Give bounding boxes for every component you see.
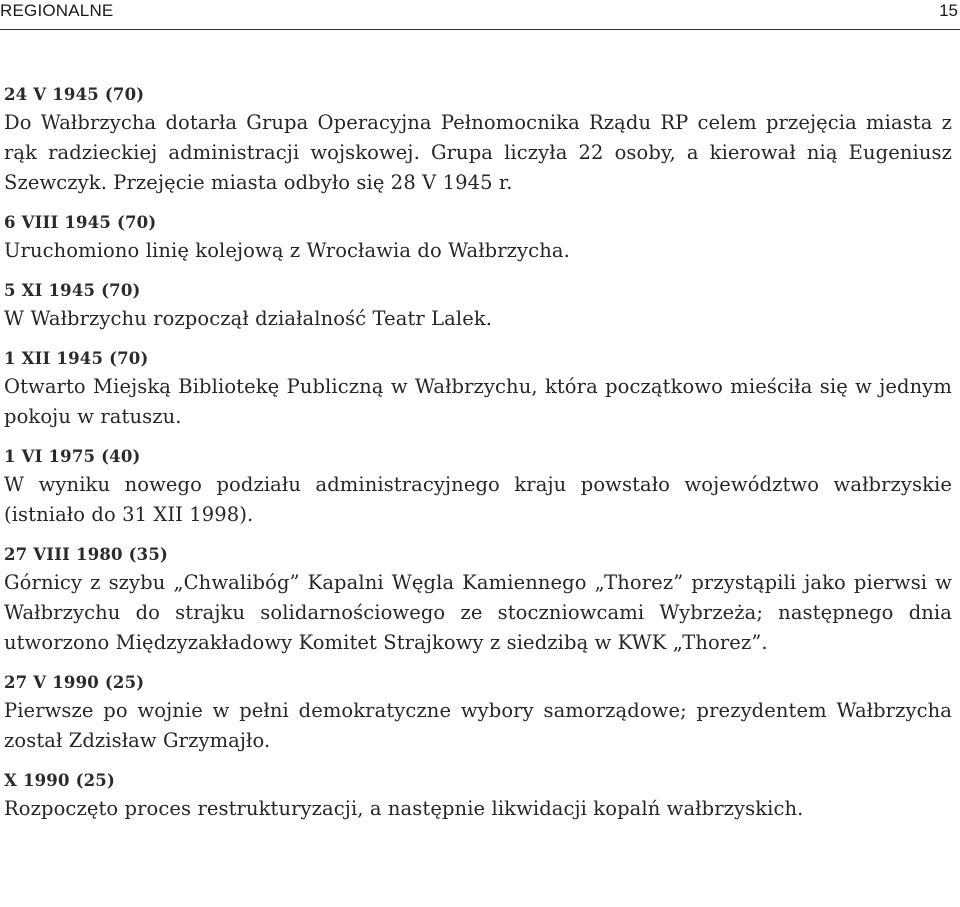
entry-date: X 1990 (25) bbox=[4, 771, 115, 790]
chronology-list bbox=[4, 82, 960, 836]
entry-date: 1 XII 1945 (70) bbox=[4, 349, 149, 368]
entry-text: Otwarto Miejską Bibliotekę Publiczną w Wałbrzychu, która początkowo mieściła się w jednym pokoju w ratuszu. bbox=[4, 375, 952, 428]
entry-date: 24 V 1945 (70) bbox=[4, 85, 145, 104]
entry-date: 27 VIII 1980 (35) bbox=[4, 545, 169, 564]
entry-text: W Wałbrzychu rozpoczął działalność Teatr Lalek. bbox=[4, 307, 493, 330]
entry-text: W wyniku nowego podziału administracyjnego kraju powstało województwo wałbrzyskie (istniało do 31 XII 1998). bbox=[4, 473, 952, 526]
entry-text: Rozpoczęto proces restrukturyzacji, a następnie likwidacji kopalń wałbrzyskich. bbox=[4, 797, 804, 820]
chronology-entry bbox=[4, 670, 960, 756]
entry-date: 27 V 1990 (25) bbox=[4, 673, 145, 692]
chronology-entry bbox=[4, 82, 960, 198]
header-divider bbox=[0, 29, 960, 30]
chronology-entry bbox=[4, 768, 960, 824]
entry-date: 1 VI 1975 (40) bbox=[4, 447, 141, 466]
chronology-entry bbox=[4, 444, 960, 530]
entry-text: Do Wałbrzycha dotarła Grupa Operacyjna Pełnomocnika Rządu RP celem przejęcia miasta z rąk radzieckiej administracji wojskowej. Grupa liczyła 22 osoby, a kierował nią Eugeniusz Szewczyk. Przejęcie miasta odbyło się 28 V 1945 r. bbox=[4, 111, 952, 194]
entry-text: Uruchomiono linię kolejową z Wrocławia do Wałbrzycha. bbox=[4, 239, 570, 262]
section-title: REGIONALNE bbox=[0, 1, 114, 20]
page-number: 15 bbox=[939, 1, 958, 20]
chronology-entry bbox=[4, 278, 960, 334]
chronology-entry bbox=[4, 542, 960, 658]
page-header bbox=[0, 0, 960, 28]
chronology-entry bbox=[4, 210, 960, 266]
entry-date: 6 VIII 1945 (70) bbox=[4, 213, 157, 232]
entry-text: Górnicy z szybu „Chwalibóg” Kapalni Węgla Kamiennego „Thorez” przystąpili jako pierwsi w Wałbrzychu do strajku solidarnościowego ze stoczniowcami Wybrzeża; następnego dnia utworzono Międzyzakładowy Komitet Strajkowy z siedzibą w KWK „Thorez”. bbox=[4, 571, 952, 654]
entry-text: Pierwsze po wojnie w pełni demokratyczne wybory samorządowe; prezydentem Wałbrzycha został Zdzisław Grzymajło. bbox=[4, 699, 952, 752]
chronology-entry bbox=[4, 346, 960, 432]
entry-date: 5 XI 1945 (70) bbox=[4, 281, 141, 300]
